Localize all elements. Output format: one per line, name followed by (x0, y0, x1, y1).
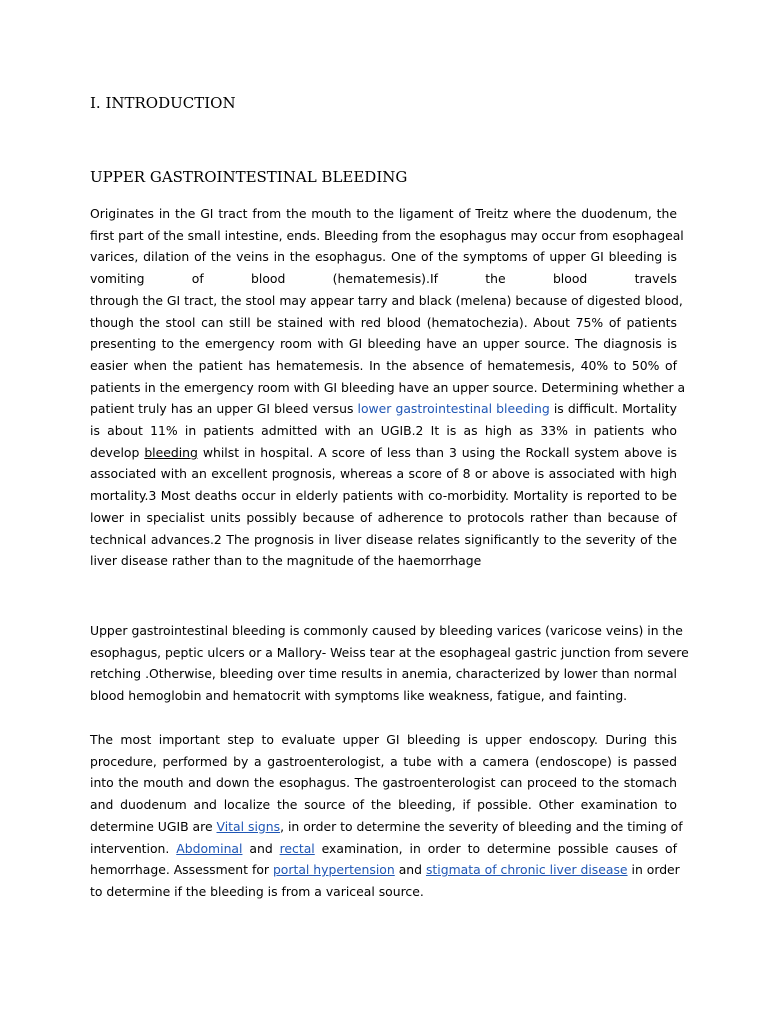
text-line: easier when the patient has hematemesis. In the absence of hematemesis, 40% to 50% of (90, 357, 677, 373)
text-segment: hemorrhage. Assessment for (90, 862, 273, 878)
text-segment: intervention. (90, 840, 177, 856)
text-line: procedure, performed by a gastroenterologist, a tube with a camera (endoscope) is passed (90, 753, 677, 769)
text-line: and duodenum and localize the source of the bleeding, if possible. Other examination to (90, 797, 677, 813)
text-line (90, 442, 677, 464)
text-line (90, 838, 677, 860)
text-segment: , in order to determine the severity of bleeding and the timing of (280, 818, 683, 834)
text-segment: develop (90, 444, 145, 460)
text-segment: examination, in order to determine possible causes of (314, 840, 678, 856)
text-line (90, 398, 677, 420)
paragraph-1 (90, 203, 686, 572)
lower-gi-bleeding-link[interactable]: lower gastrointestinal bleeding (357, 401, 550, 417)
text-line: is about 11% in patients admitted with an UGIB.2 It is as high as 33% in patients who (90, 423, 677, 439)
stigmata-liver-disease-link[interactable]: stigmata of chronic liver disease (425, 862, 628, 878)
text-line: into the mouth and down the esophagus. The gastroenterologist can proceed to the stomach (90, 775, 677, 791)
text-line: through the GI tract, the stool may appear tarry and black (melena) because of digested blood, (90, 292, 683, 308)
paragraph-2 (90, 620, 689, 707)
text-line: vomiting of blood (hematemesis).If the blood travels (90, 271, 677, 287)
text-line: to determine if the bleeding is from a variceal source. (90, 883, 424, 899)
text-line: blood hemoglobin and hematocrit with symptoms like weakness, fatigue, and fainting. (90, 688, 628, 704)
text-line: esophagus, peptic ulcers or a Mallory- Weiss tear at the esophageal gastric junction from severe (90, 644, 689, 660)
text-line: technical advances.2 The prognosis in liver disease relates significantly to the severity of the (90, 531, 677, 547)
text-line: associated with an excellent prognosis, whereas a score of 8 or above is associated with high (90, 466, 677, 482)
text-line: though the stool can still be stained with red blood (hematochezia). About 75% of patients (90, 314, 677, 330)
text-segment: whilst in hospital. A score of less than 3 using the Rockall system above is (197, 444, 677, 460)
text-line: retching .Otherwise, bleeding over time results in anemia, characterized by lower than normal (90, 666, 677, 682)
text-segment: and (394, 862, 426, 878)
vital-signs-link[interactable]: Vital signs (216, 818, 281, 834)
bleeding-underlined-link[interactable]: bleeding (144, 444, 198, 460)
text-line: The most important step to evaluate upper GI bleeding is upper endoscopy. During this (90, 732, 677, 747)
text-segment: in order (627, 862, 680, 878)
portal-hypertension-link[interactable]: portal hypertension (272, 862, 395, 878)
text-line: presenting to the emergency room with GI bleeding have an upper source. The diagnosis is (90, 336, 677, 352)
text-segment: is difficult. Mortality (549, 401, 677, 417)
text-line: Originates in the GI tract from the mouth to the ligament of Treitz where the duodenum, the (90, 206, 677, 221)
rectal-link[interactable]: rectal (279, 840, 315, 856)
text-line: liver disease rather than to the magnitude of the haemorrhage (90, 553, 482, 569)
section-heading: I. INTRODUCTION (90, 94, 236, 112)
text-line: first part of the small intestine, ends. Bleeding from the esophagus may occur from esophageal (90, 227, 684, 243)
text-line: patients in the emergency room with GI bleeding have an upper source. Determining whether a (90, 379, 686, 395)
text-line: varices, dilation of the veins in the esophagus. One of the symptoms of upper GI bleeding is (90, 249, 677, 265)
text-line: mortality.3 Most deaths occur in elderly patients with co-morbidity. Mortality is reported to be (90, 488, 677, 504)
text-line: lower in specialist units possibly because of adherence to protocols rather than because of (90, 509, 677, 525)
text-line (90, 816, 683, 838)
subheading: UPPER GASTROINTESTINAL BLEEDING (90, 168, 408, 186)
abdominal-link[interactable]: Abdominal (176, 840, 243, 856)
paragraph-3 (90, 729, 683, 903)
text-line: Upper gastrointestinal bleeding is commonly caused by bleeding varices (varicose veins) in the (90, 623, 683, 638)
text-segment: determine UGIB are (90, 818, 217, 834)
text-line (90, 859, 680, 881)
text-segment: and (242, 840, 280, 856)
text-segment: patient truly has an upper GI bleed versus (90, 401, 358, 417)
